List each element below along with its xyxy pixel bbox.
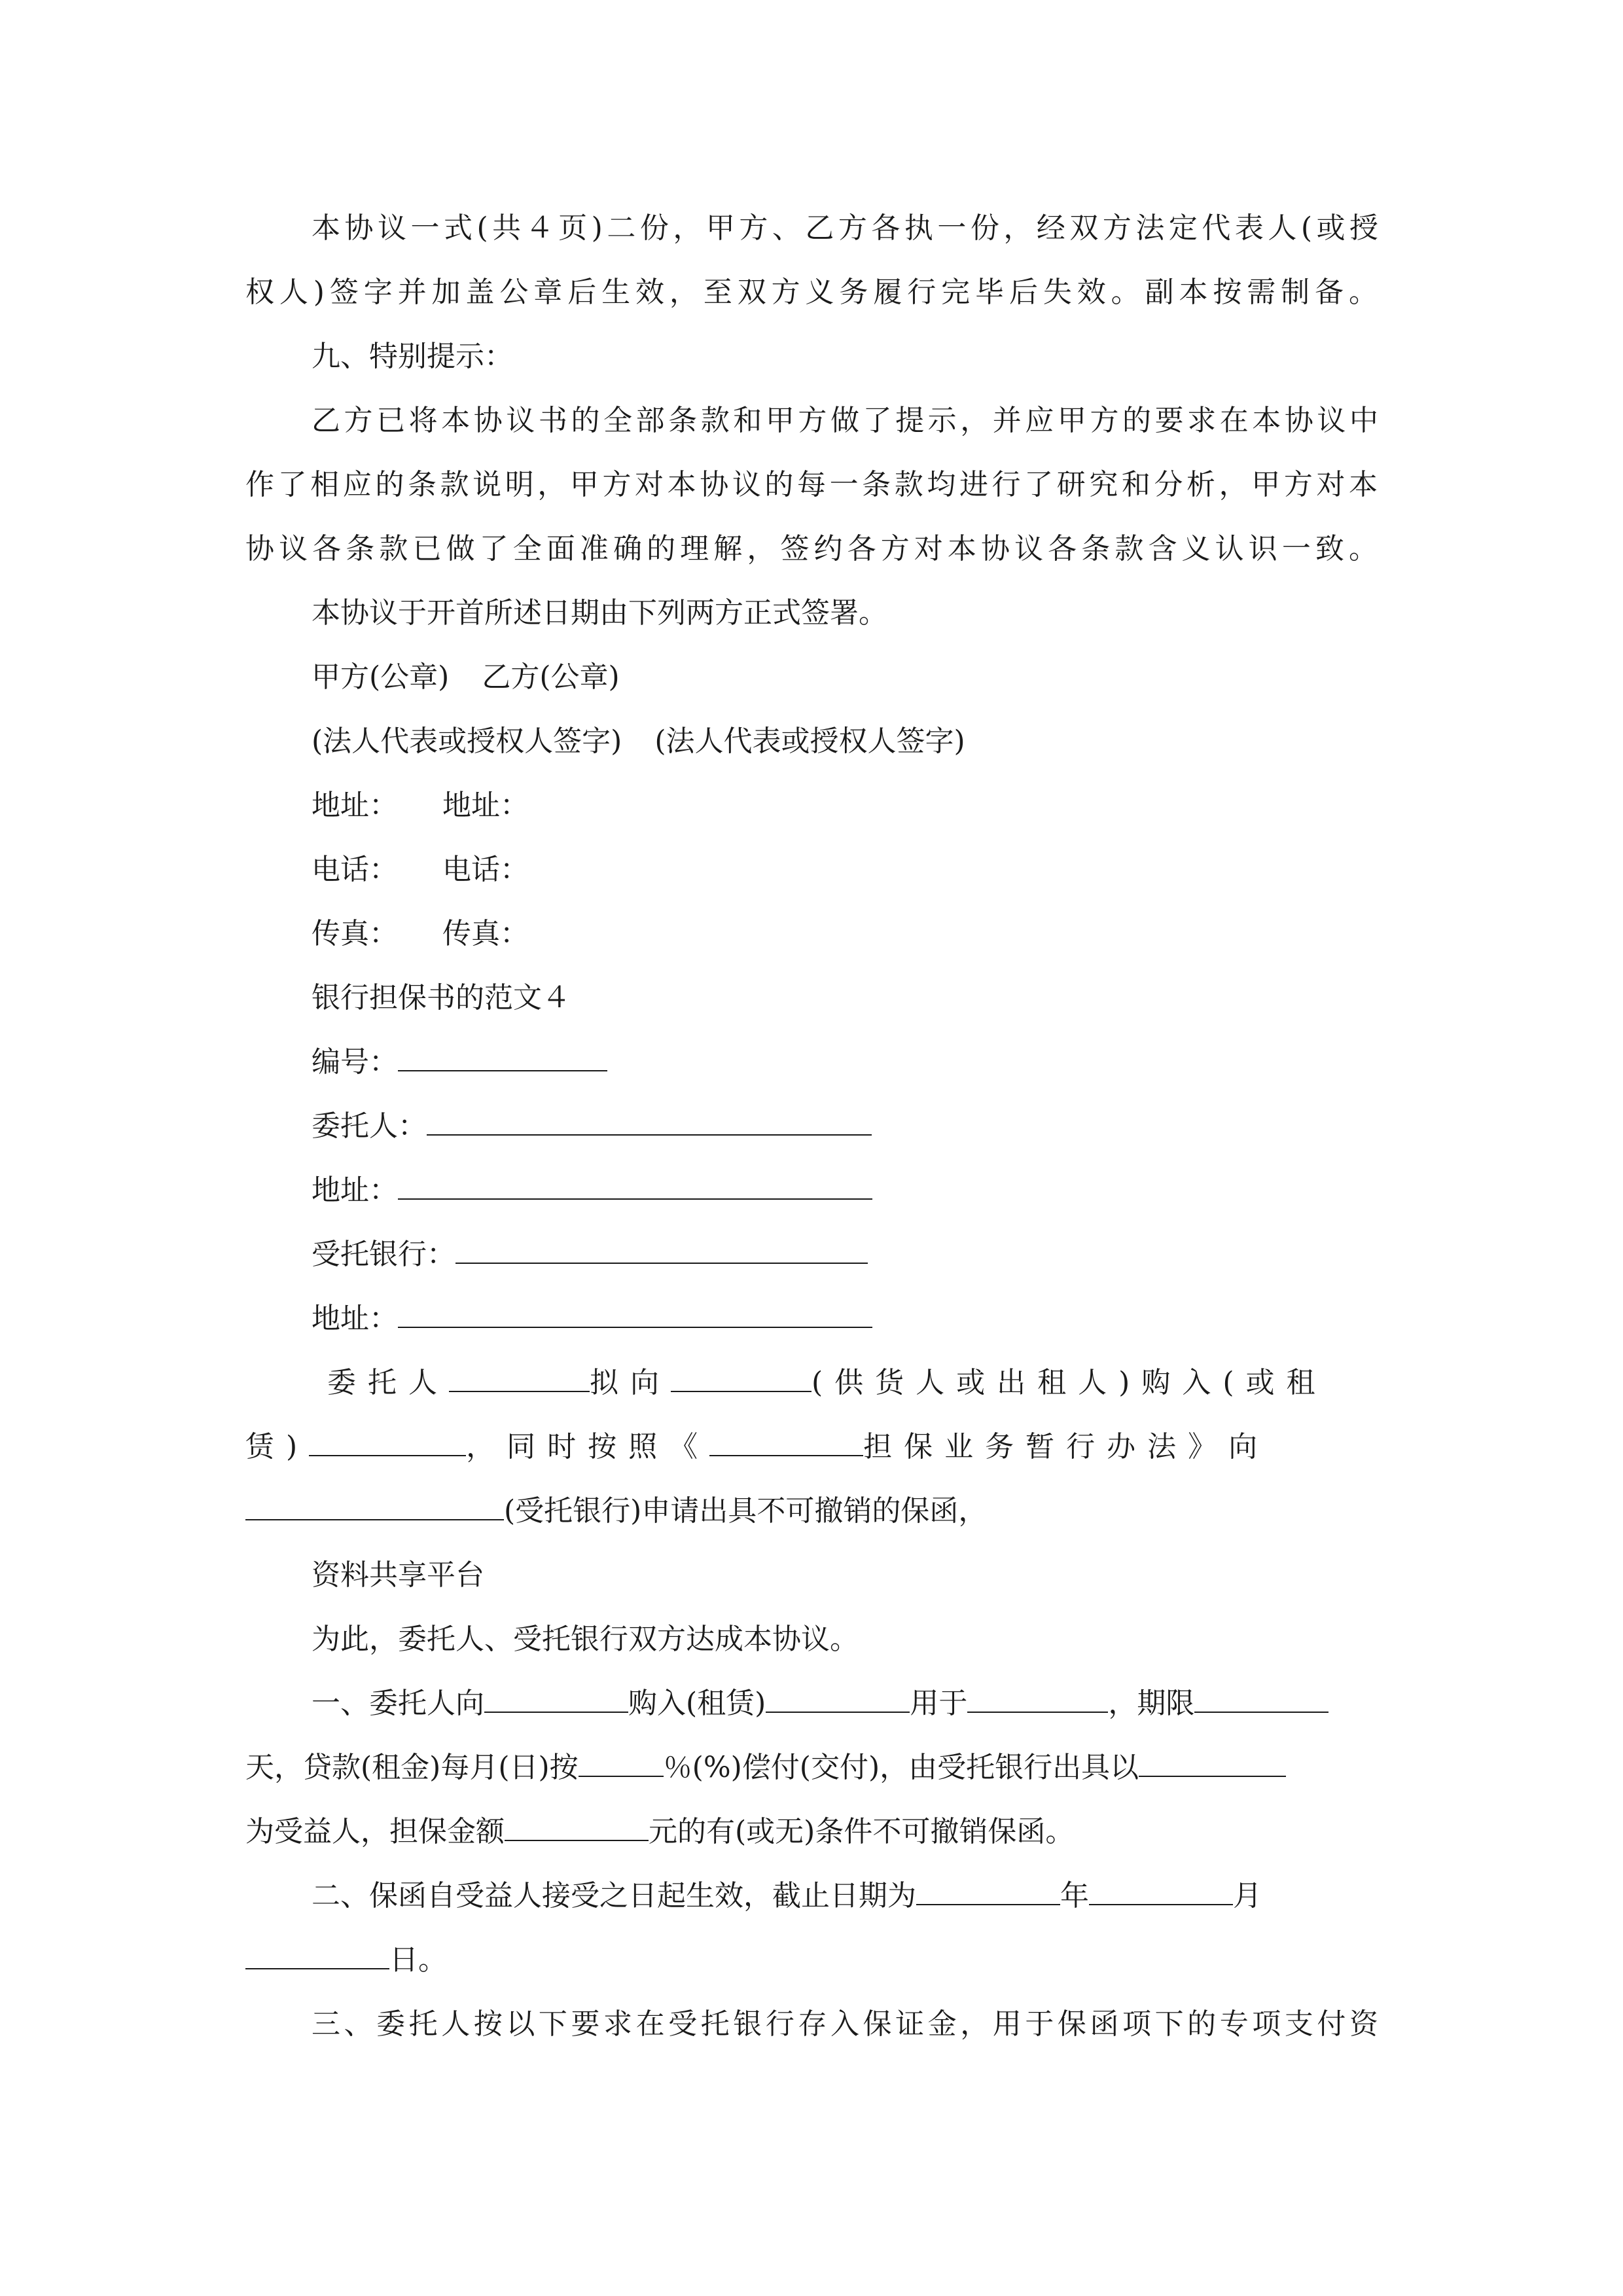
fax-line [312, 902, 1378, 966]
section-heading: 九、特别提示： [312, 340, 513, 373]
text-segment: 二、保函自受益人接受之日起生效，截止日期为 [312, 1879, 916, 1912]
text-segment: ，同时按照《 [466, 1430, 710, 1463]
text-segment: 拟向 [590, 1366, 671, 1399]
paragraph-line: 权人)签字并加盖公章后生效，至双方义务履行完毕后失效。副本按需制备。 [245, 276, 1378, 309]
text-segment: 月 [1233, 1879, 1262, 1912]
month-blank[interactable] [1089, 1878, 1233, 1905]
term-blank[interactable] [1194, 1685, 1329, 1713]
principal-field [312, 1094, 1378, 1158]
amount-blank[interactable] [505, 1814, 649, 1841]
text-segment: 为受益人，担保金额 [245, 1815, 505, 1848]
party-b-signature: (法人代表或授权人签字) [654, 725, 965, 758]
text-segment: ，期限 [1108, 1687, 1195, 1720]
text-segment: 赁) [245, 1430, 310, 1463]
party-b-seal: 乙方(公章) [482, 660, 620, 694]
paragraph-line: 为此，委托人、受托银行双方达成本协议。 [312, 1623, 859, 1656]
bank-blank[interactable] [455, 1236, 868, 1264]
platform-watermark-text: 资料共享平台 [312, 1558, 484, 1592]
goods-blank[interactable] [309, 1429, 466, 1456]
document-subtitle: 银行担保书的范文４ [312, 981, 571, 1014]
phone-line [312, 838, 1378, 902]
clause-two-line [245, 1928, 1378, 1992]
rate-blank[interactable] [579, 1749, 664, 1777]
beneficiary-blank[interactable] [1139, 1749, 1286, 1777]
text-segment: (受托银行)申请出具不可撤销的保函， [504, 1494, 988, 1528]
text-segment: 日。 [389, 1943, 447, 1977]
day-blank[interactable] [245, 1942, 389, 1969]
party-b-address-label: 地址： [442, 789, 529, 822]
regulation-blank[interactable] [709, 1429, 863, 1456]
principal-address-label: 地址： [312, 1174, 398, 1207]
party-a-phone-label: 电话： [312, 853, 398, 886]
clause-one-line [245, 1736, 1378, 1800]
number-label: 编号： [312, 1045, 398, 1079]
bank-field [312, 1223, 1378, 1287]
paragraph-line [327, 1351, 1394, 1415]
principal-address-field [312, 1158, 1378, 1223]
paragraph-line: 本协议一式(共４页)二份，甲方、乙方各执一份，经双方法定代表人(或授 [312, 211, 1378, 245]
paragraph-line: 本协议于开首所述日期由下列两方正式签署。 [312, 596, 887, 630]
seal-line [312, 645, 1378, 709]
principal-name-blank[interactable] [449, 1365, 590, 1392]
party-a-fax-label: 传真： [312, 917, 398, 950]
party-a-seal: 甲方(公章) [312, 660, 450, 694]
paragraph-line [245, 1415, 1378, 1479]
paragraph-line: 协议各条款已做了全面准确的理解，签约各方对本协议各条款含义认识一致。 [245, 532, 1378, 565]
item-blank[interactable] [766, 1685, 910, 1713]
party-b-fax-label: 传真： [442, 917, 529, 950]
principal-label: 委托人： [312, 1109, 427, 1143]
text-segment: (供货人或出租人)购入(或租 [812, 1366, 1327, 1399]
bank-address-blank[interactable] [398, 1300, 872, 1328]
clause-one-line [312, 1672, 1378, 1736]
year-blank[interactable] [916, 1878, 1060, 1905]
text-segment: ％(%)偿付(交付)，由受托银行出具以 [663, 1751, 1139, 1784]
text-segment: 元的有(或无)条件不可撤销保函。 [649, 1815, 1075, 1848]
seller-blank[interactable] [484, 1685, 628, 1713]
clause-one-line [245, 1800, 1378, 1864]
bank-name-blank[interactable] [245, 1493, 504, 1520]
signature-line [312, 709, 1378, 774]
text-segment: 年 [1060, 1879, 1089, 1912]
text-segment: 天，贷款(租金)每月(日)按 [245, 1751, 579, 1784]
bank-address-field [312, 1287, 1378, 1351]
supplier-blank[interactable] [671, 1365, 812, 1392]
clause-two-line [312, 1864, 1378, 1928]
bank-address-label: 地址： [312, 1302, 398, 1335]
party-a-address-label: 地址： [312, 789, 398, 822]
text-segment: 购入(租赁) [628, 1687, 766, 1720]
address-line [312, 774, 1378, 838]
text-segment: 担保业务暂行办法》向 [863, 1430, 1270, 1463]
party-a-signature: (法人代表或授权人签字) [312, 725, 622, 758]
paragraph-line [245, 1479, 1378, 1543]
purpose-blank[interactable] [967, 1685, 1108, 1713]
party-b-phone-label: 电话： [442, 853, 529, 886]
text-segment: 委托人 [327, 1366, 449, 1399]
text-segment: 用于 [910, 1687, 968, 1720]
principal-address-blank[interactable] [398, 1172, 872, 1200]
number-field [312, 1030, 1378, 1094]
paragraph-line: 作了相应的条款说明，甲方对本协议的每一条款均进行了研究和分析，甲方对本 [245, 468, 1378, 501]
clause-three-line: 三、委托人按以下要求在受托银行存入保证金，用于保函项下的专项支付资 [312, 2007, 1378, 2041]
number-blank[interactable] [398, 1044, 607, 1071]
bank-label: 受托银行： [312, 1238, 455, 1271]
text-segment: 一、委托人向 [312, 1687, 484, 1720]
principal-blank[interactable] [427, 1108, 872, 1136]
paragraph-line: 乙方已将本协议书的全部条款和甲方做了提示，并应甲方的要求在本协议中 [312, 404, 1378, 437]
